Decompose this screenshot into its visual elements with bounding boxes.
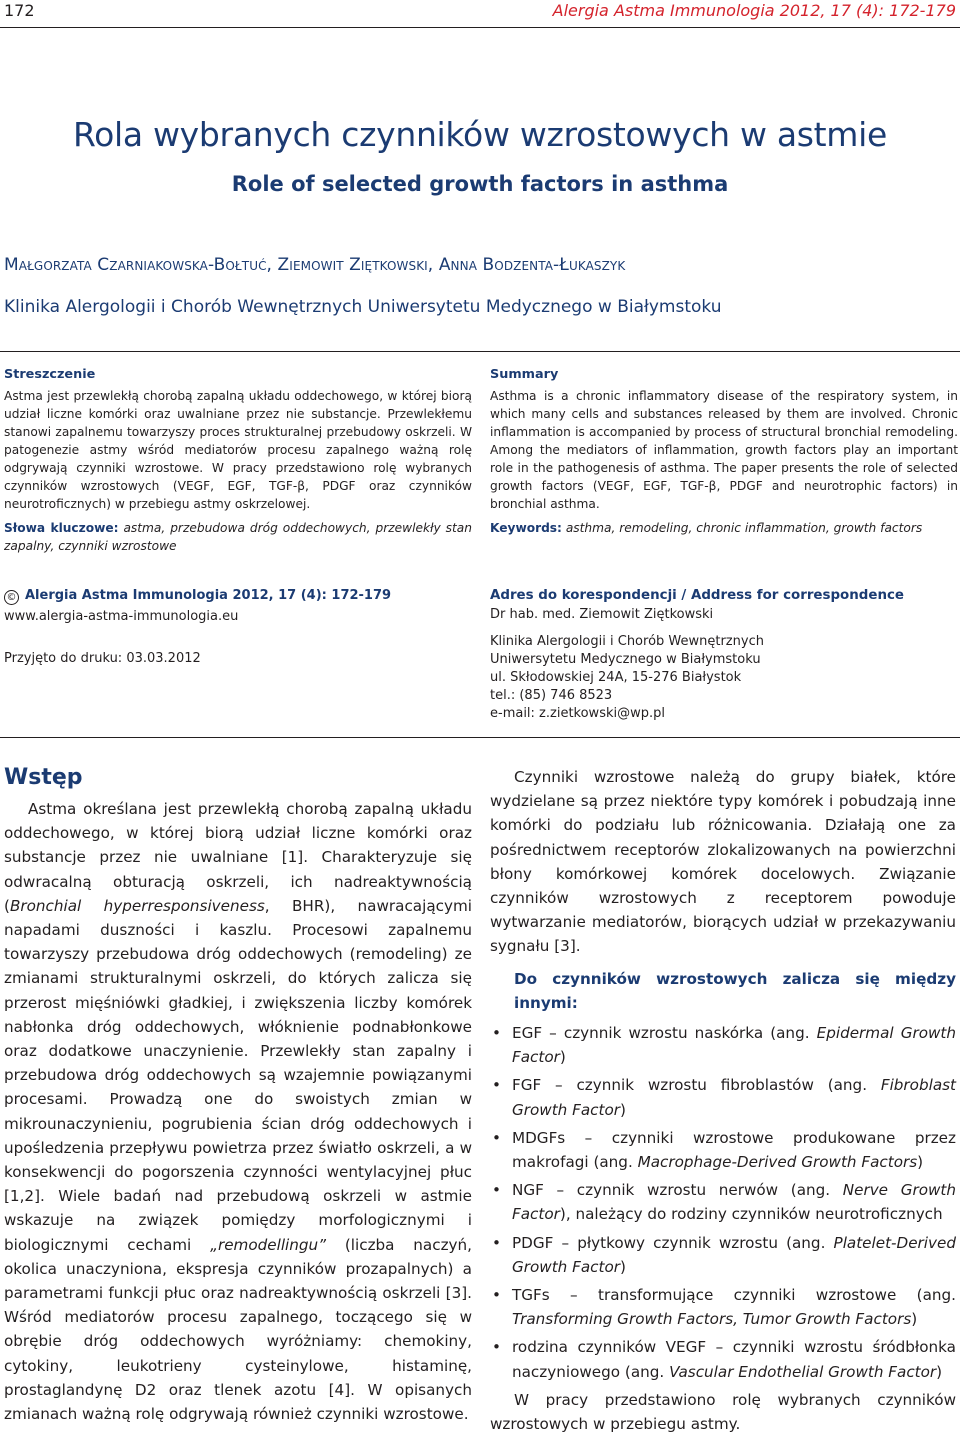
text-run-italic: Vascular Endothelial Growth Factor bbox=[669, 1362, 937, 1381]
text-run: ) bbox=[559, 1048, 566, 1067]
text-run-italic: Bronchial hyperresponsiveness bbox=[9, 896, 265, 915]
text-run: ) bbox=[936, 1362, 943, 1381]
abstract-polish bbox=[4, 366, 472, 555]
text-run-italic: Platelet-Derived Growth Factor bbox=[512, 1233, 956, 1276]
correspondence-name: Dr hab. med. Ziemowit Ziętkowski bbox=[490, 607, 714, 622]
copyright-icon: © bbox=[4, 590, 19, 605]
text-run: , BHR), nawracającymi napadami duszności i kaszlu. Procesowi zapalnemu towarzyszy przebudowa dróg oddechowych (remodeling) ze zmianami strukturalnymi oskrzeli, do których zalicza się przerost mięśniówki gładkiej, i zwiększenia liczby komórek nabłonka dróg oddechowych, włóknienie podnabłonkowe oraz dodatkowe unaczynienie. Przewlekły stan zapalny i przebudowa dróg oddechowych są wzajemnie powiązanymi procesami. Prowadzą one do swoistych zmian w mikrounaczynieniu, pogrubienia ścian dróg oddechowych i upośledzenia przepływu powietrza przez światło oskrzeli, a w konsekwencji do pogorszenia czynności wentylacyjnej płuc [1,2]. Wiele badań nad przebudową oskrzeli w astmie wskazuje na związek pomiędzy morfologicznymi i biologicznymi cechami bbox=[4, 896, 472, 1254]
phone-line: tel.: (85) 746 8523 bbox=[490, 688, 613, 703]
abstract-text: Asthma is a chronic inflammatory disease of the respiratory system, in which many cells and substances released by them are involved. Chronic inflammation is accompanied by process of structural bronchial remodeling. Among the mediators of inflammation, growth factors play an important role in the pathogenesis of asthma. The paper presents the role of selected growth factors (VEGF, EGF, TGF-β, PDGF and neurotrophic factors) in bronchial asthma. bbox=[490, 389, 958, 511]
citation-line bbox=[4, 585, 472, 606]
keywords-text: asthma, remodeling, chronic inflammation, growth factors bbox=[565, 521, 923, 535]
text-run: ), należący do rodziny czynników neurotroficznych bbox=[559, 1205, 943, 1224]
divider bbox=[0, 737, 960, 738]
keywords-text: astma, przebudowa dróg oddechowych, przewlekły stan zapalny, czynniki wzrostowe bbox=[4, 521, 472, 553]
text-run: PDGF – płytkowy czynnik wzrostu (ang. bbox=[512, 1233, 834, 1252]
growth-factor-list bbox=[490, 1021, 956, 1384]
address-line: ul. Skłodowskiej 24A, 15-276 Białystok bbox=[490, 670, 742, 685]
text-run-italic: „remodellingu” bbox=[210, 1235, 327, 1254]
text-run: EGF – czynnik wzrostu naskórka (ang. bbox=[512, 1024, 817, 1043]
article-title: Rola wybranych czynników wzrostowych w astmie bbox=[72, 115, 888, 154]
body-paragraph: W pracy przedstawiono rolę wybranych czynników wzrostowych w przebiegu astmy. bbox=[490, 1390, 956, 1434]
text-run-italic: Epidermal Growth Factor bbox=[512, 1024, 956, 1067]
list-item bbox=[490, 1283, 956, 1331]
abstract-text: Astma jest przewlekłą chorobą zapalną układu oddechowego, w której biorą udział liczne komórki oraz uwalniane przez nie substancje. Przewlekłemu stanowi zapalnemu towarzyszy proces strukturalnej przebudowy oskrzeli. W patogenezie astmy wśród mediatorów procesu zapalnego ważną rolę odgrywają czynniki wzrostowe. W pracy przedstawiono rolę wybranych czynników wzrostowych (VEGF, EGF, TGF-β, PDGF oraz czynników neurotroficznych) w przebiegu astmy oskrzelowej. bbox=[4, 389, 472, 511]
correspondence-heading: Adres do korespondencji / Address for correspondence bbox=[490, 588, 905, 603]
keywords-label: Słowa kluczowe: bbox=[4, 521, 119, 535]
correspondence-block bbox=[490, 585, 958, 723]
list-item bbox=[490, 1126, 956, 1174]
section-heading: Wstęp bbox=[4, 765, 83, 790]
keywords bbox=[4, 519, 472, 555]
running-header bbox=[0, 0, 960, 28]
citation-journal: Alergia Astma Immunologia 2012, 17 (4): 172-179 bbox=[25, 588, 392, 603]
text-run: ) bbox=[917, 1153, 924, 1172]
text-run: TGFs – transformujące czynniki wzrostowe (ang. bbox=[512, 1286, 956, 1305]
list-item bbox=[490, 1231, 956, 1279]
text-run: (liczba naczyń, okolica unaczyniona, ekspresja czynników prozapalnych) a parametrami funkcji płuc oraz nadreaktywnością oskrzeli [3]. Wśród mediatorów procesu zapalnego, toczącego się w obrębie dróg oddechowych wyróżniamy: chemokiny, cytokiny, leukotrieny cysteinylowe, histaminę, prostaglandynę D2 oraz tlenek azotu [4]. W opisanych zmianach ważną rolę odgrywają również czynniki wzrostowe. bbox=[4, 1235, 472, 1424]
list-item bbox=[490, 1178, 956, 1226]
body-column-right bbox=[490, 765, 956, 1436]
affiliation: Klinika Alergologii i Chorób Wewnętrznych Uniwersytetu Medycznego w Białymstoku bbox=[4, 297, 722, 317]
list-item bbox=[490, 1073, 956, 1121]
text-run: rodzina czynników VEGF – czynniki wzrostu śródbłonka naczyniowego (ang. bbox=[512, 1338, 956, 1381]
text-run: MDGFs – czynniki wzrostowe produkowane przez makrofagi (ang. bbox=[512, 1128, 956, 1172]
text-run: ) bbox=[620, 1100, 626, 1119]
abstract-english bbox=[490, 366, 958, 537]
text-run: ) bbox=[911, 1310, 918, 1329]
keywords bbox=[490, 519, 958, 537]
article-subtitle: Role of selected growth factors in asthma bbox=[231, 172, 729, 196]
text-run: NGF – czynnik wzrostu nerwów (ang. bbox=[512, 1181, 843, 1200]
list-item bbox=[490, 1021, 956, 1069]
list-item bbox=[490, 1335, 956, 1383]
abstract-heading: Summary bbox=[490, 367, 559, 382]
text-run-italic: Transforming Growth Factors, Tumor Growth Factors bbox=[512, 1310, 912, 1329]
body-paragraph bbox=[4, 797, 472, 1426]
keywords-label: Keywords: bbox=[490, 521, 562, 535]
page-number: 172 bbox=[4, 1, 35, 20]
divider bbox=[0, 351, 960, 352]
accepted-date: Przyjęto do druku: 03.03.2012 bbox=[4, 651, 201, 666]
text-run-italic: Nerve Growth Factor bbox=[512, 1181, 956, 1224]
address-line: Uniwersytetu Medycznego w Białymstoku bbox=[490, 652, 761, 667]
abstract-heading: Streszczenie bbox=[4, 367, 96, 382]
address-line: Klinika Alergologii i Chorób Wewnętrznych bbox=[490, 634, 764, 649]
text-run: Astma określana jest przewlekłą chorobą zapalną układu oddechowego, w której biorą udział liczne komórki oraz substancje przez nie uwalniane [1]. Charakteryzuje się odwracalną obturacją oskrzeli, ich nadreaktywnością ( bbox=[4, 800, 472, 915]
text-run: FGF – czynnik wzrostu fibroblastów (ang. bbox=[512, 1076, 881, 1095]
citation-block bbox=[4, 585, 472, 669]
body-paragraph: Czynniki wzrostowe należą do grupy białek, które wydzielane są przez niektóre typy komórek i pobudzają inne komórki do podziału lub różnicowania. Działają one za pośrednictwem receptorów zlokalizowanych na powierzchni błony komórkowej komórek docelowych. Związanie czynników wzrostowych z receptorem powoduje wytwarzanie mediatorów, biorących udział w przekazywaniu sygnału [3]. bbox=[490, 768, 956, 956]
text-run-italic: Macrophage-Derived Growth Factors bbox=[637, 1153, 918, 1172]
text-run-italic: Fibroblast Growth Factor bbox=[512, 1076, 956, 1119]
author-list: Małgorzata Czarniakowska-Bołtuć, Ziemowit Ziętkowski, Anna Bodzenta-Łukaszyk bbox=[4, 255, 626, 275]
body-column-left bbox=[4, 765, 472, 1426]
list-intro: Do czynników wzrostowych zalicza się między innymi: bbox=[514, 969, 956, 1012]
text-run: ) bbox=[620, 1257, 626, 1276]
journal-website[interactable]: www.alergia-astma-immunologia.eu bbox=[4, 609, 239, 624]
email-line[interactable]: e-mail: z.zietkowski@wp.pl bbox=[490, 706, 665, 721]
journal-reference: Alergia Astma Immunologia 2012, 17 (4): 172-179 bbox=[552, 1, 956, 20]
